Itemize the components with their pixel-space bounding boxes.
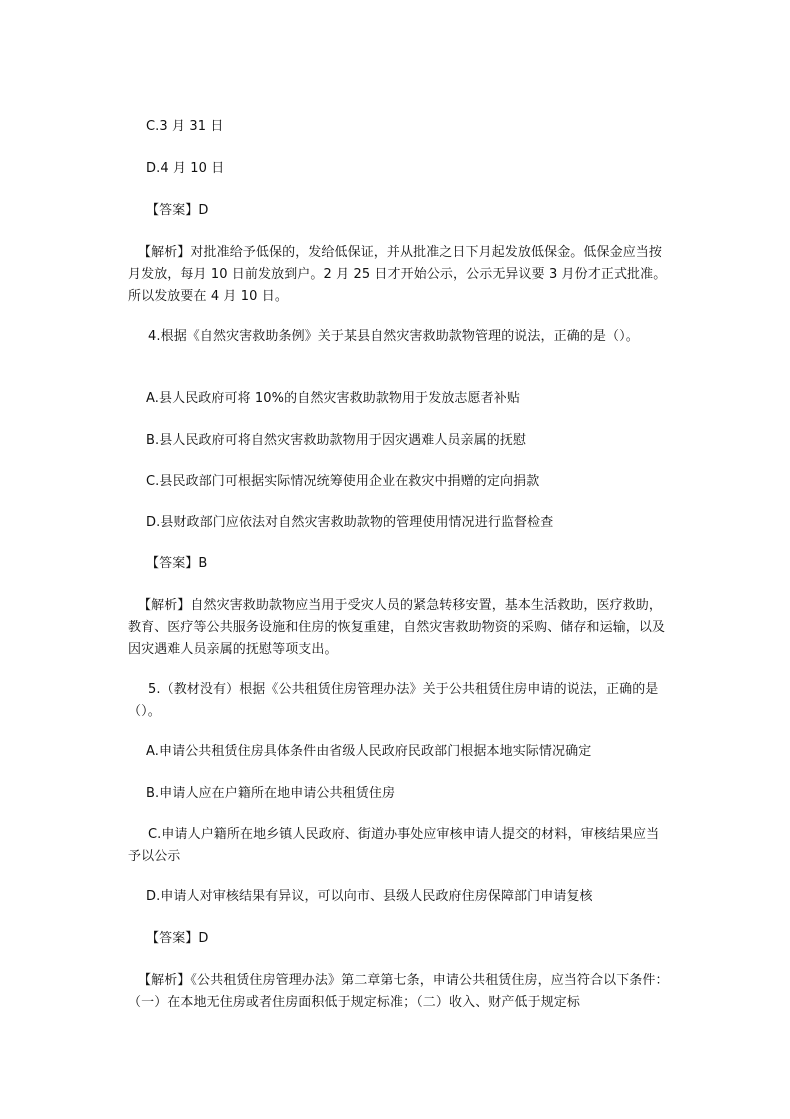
q5-answer: 【答案】D [146, 931, 209, 946]
q3-answer: 【答案】D [146, 203, 209, 218]
q3-analysis: 【解析】对批准给予低保的，发给低保证，并从批准之日下月起发放低保金。低保金应当按月发放，每月 10 日前发放到户。2 月 25 日才开始公示，公示无异议要 3 月份才正式批准。所以发放要在 4 月 10 日。 [128, 245, 667, 304]
q4-option-d: D.县财政部门应依法对自然灾害救助款物的管理使用情况进行监督检查 [146, 515, 554, 530]
q5-option-a: A.申请公共租赁住房具体条件由省级人民政府民政部门根据本地实际情况确定 [146, 744, 592, 759]
q4-option-a: A.县人民政府可将 10%的自然灾害救助款物用于发放志愿者补贴 [146, 391, 520, 406]
q4-answer: 【答案】B [146, 556, 208, 571]
q5-option-c: C.申请人户籍所在地乡镇人民政府、街道办事处应审核申请人提交的材料，审核结果应当予以公示 [128, 827, 660, 864]
q4-analysis: 【解析】自然灾害救助款物应当用于受灾人员的紧急转移安置，基本生活救助，医疗救助，教育、医疗等公共服务设施和住房的恢复重建，自然灾害救助物资的采购、储存和运输，以及因灾遇难人员亲属的抚慰等项支出。 [128, 598, 666, 657]
q5-option-b: B.申请人应在户籍所在地申请公共租赁住房 [146, 786, 396, 801]
q3-option-c: C.3 月 31 日 [146, 119, 224, 134]
q5-stem: 5.（教材没有）根据《公共租赁住房管理办法》关于公共租赁住房申请的说法，正确的是（）。 [128, 682, 659, 719]
q4-option-b: B.县人民政府可将自然灾害救助款物用于因灾遇难人员亲属的抚慰 [146, 433, 527, 448]
q4-stem: 4.根据《自然灾害救助条例》关于某县自然灾害救助款物管理的说法，正确的是（）。 [148, 329, 639, 344]
q3-option-d: D.4 月 10 日 [146, 161, 225, 176]
q4-option-c: C.县民政部门可根据实际情况统筹使用企业在救灾中捐赠的定向捐款 [146, 474, 540, 489]
q5-option-d: D.申请人对审核结果有异议，可以向市、县级人民政府住房保障部门申请复核 [146, 889, 593, 904]
q5-analysis: 【解析】《公共租赁住房管理办法》第二章第七条，申请公共租赁住房，应当符合以下条件：（一）在本地无住房或者住房面积低于规定标准；（二）收入、财产低于规定标 [128, 973, 669, 1010]
